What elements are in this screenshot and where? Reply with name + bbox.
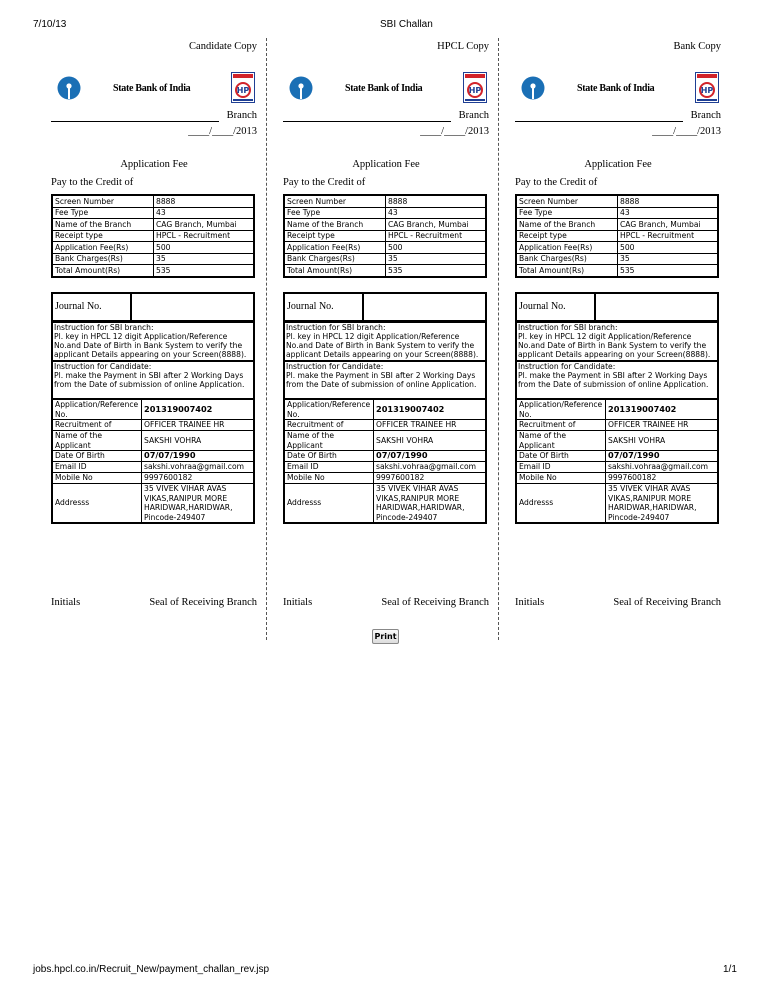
applicant-row [52, 399, 254, 420]
fee-row [516, 195, 718, 207]
challan-copy [515, 38, 721, 618]
applicant-row [516, 431, 718, 451]
fee-row [52, 265, 254, 277]
sbi-instr-text: Pl. key in HPCL 12 digit Application/Reference No.and Date of Birth in Bank System to verify the applicant Details appearing on your Screen(8888). [54, 332, 247, 359]
fee-row [516, 242, 718, 254]
fee-value: 535 [386, 265, 487, 277]
applicant-row [284, 431, 486, 451]
sbi-instr-text: Pl. key in HPCL 12 digit Application/Reference No.and Date of Birth in Bank System to verify the applicant Details appearing on your Screen(8888). [518, 332, 711, 359]
fee-table [51, 194, 255, 278]
sbi-instructions [51, 321, 255, 362]
applicant-table [283, 398, 487, 524]
candidate-instructions [283, 360, 487, 400]
fee-value: 8888 [618, 195, 719, 207]
applicant-row [52, 484, 254, 524]
date-line: ____/____/2013 [188, 126, 257, 137]
fee-value: 500 [618, 242, 719, 254]
applicant-row [516, 451, 718, 462]
initials-label: Initials [283, 597, 313, 608]
fee-label: Bank Charges(Rs) [52, 253, 154, 265]
fee-row [516, 207, 718, 219]
fee-value: HPCL - Recruitment [386, 230, 487, 242]
applicant-label: Recruitment of [516, 420, 606, 431]
svg-text:HP: HP [236, 86, 250, 95]
fee-value: 500 [386, 242, 487, 254]
applicant-value: 201319007402 [142, 399, 255, 420]
hp-logo-icon [695, 72, 719, 103]
fee-value: 43 [386, 207, 487, 219]
sbi-instr-title: Instruction for SBI branch: [286, 323, 386, 332]
fee-row [516, 253, 718, 265]
fee-table [283, 194, 487, 278]
fee-row [516, 230, 718, 242]
seal-label: Seal of Receiving Branch [613, 597, 721, 608]
applicant-label: Email ID [516, 462, 606, 473]
fee-table [515, 194, 719, 278]
journal-label: Journal No. [285, 294, 364, 320]
applicant-row [284, 420, 486, 431]
candidate-instr-title: Instruction for Candidate: [54, 362, 152, 371]
fee-row [284, 265, 486, 277]
applicant-value: sakshi.vohraa@gmail.com [606, 462, 719, 473]
fee-value: 35 [386, 253, 487, 265]
fee-value: HPCL - Recruitment [154, 230, 255, 242]
fee-label: Fee Type [52, 207, 154, 219]
hp-logo-icon [231, 72, 255, 103]
applicant-label: Recruitment of [52, 420, 142, 431]
candidate-instr-text: Pl. make the Payment in SBI after 2 Working Days from the Date of submission of online Application. [286, 371, 477, 389]
applicant-value: 9997600182 [606, 473, 719, 484]
branch-line [283, 121, 451, 122]
applicant-label: Application/Reference No. [52, 399, 142, 420]
pay-to-credit: Pay to the Credit of [51, 177, 134, 188]
applicant-value: SAKSHI VOHRA [142, 431, 255, 451]
branch-label: Branch [690, 110, 721, 121]
applicant-value: OFFICER TRAINEE HR [374, 420, 487, 431]
fee-label: Name of the Branch [284, 219, 386, 231]
sbi-logo-icon [289, 76, 313, 100]
journal-box [515, 292, 719, 322]
applicant-value: 07/07/1990 [142, 451, 255, 462]
applicant-value: 201319007402 [606, 399, 719, 420]
fee-label: Total Amount(Rs) [284, 265, 386, 277]
applicant-label: Email ID [52, 462, 142, 473]
seal-label: Seal of Receiving Branch [381, 597, 489, 608]
fee-row [52, 253, 254, 265]
applicant-row [52, 431, 254, 451]
fee-label: Receipt type [52, 230, 154, 242]
fee-value: 500 [154, 242, 255, 254]
application-fee-title: Application Fee [584, 159, 652, 170]
applicant-row [516, 420, 718, 431]
applicant-row [516, 473, 718, 484]
copy-title: HPCL Copy [437, 41, 489, 52]
applicant-label: Email ID [284, 462, 374, 473]
applicant-row [284, 484, 486, 524]
fee-value: 535 [154, 265, 255, 277]
applicant-value: 07/07/1990 [374, 451, 487, 462]
candidate-instr-title: Instruction for Candidate: [286, 362, 384, 371]
fee-label: Name of the Branch [52, 219, 154, 231]
applicant-value: SAKSHI VOHRA [606, 431, 719, 451]
applicant-label: Recruitment of [284, 420, 374, 431]
applicant-row [516, 462, 718, 473]
print-button[interactable]: Print [372, 629, 399, 644]
applicant-row [52, 451, 254, 462]
page-title: SBI Challan [380, 19, 433, 30]
fee-label: Total Amount(Rs) [52, 265, 154, 277]
application-fee-title: Application Fee [120, 159, 188, 170]
fee-row [516, 219, 718, 231]
applicant-label: Addresss [52, 484, 142, 524]
sbi-instr-title: Instruction for SBI branch: [518, 323, 618, 332]
fee-value: 8888 [154, 195, 255, 207]
applicant-row [52, 420, 254, 431]
fee-value: HPCL - Recruitment [618, 230, 719, 242]
copy-title: Candidate Copy [189, 41, 257, 52]
fee-value: 35 [618, 253, 719, 265]
fee-row [284, 195, 486, 207]
journal-box [51, 292, 255, 322]
fee-row [284, 253, 486, 265]
page-number: 1/1 [723, 964, 737, 975]
applicant-table [515, 398, 719, 524]
pay-to-credit: Pay to the Credit of [283, 177, 366, 188]
fee-row [52, 242, 254, 254]
column-divider [266, 38, 267, 640]
fee-label: Application Fee(Rs) [516, 242, 618, 254]
applicant-value: 35 VIVEK VIHAR AVAS VIKAS,RANIPUR MORE HARIDWAR,HARIDWAR, Pincode-249407 [142, 484, 255, 524]
challan-copy [51, 38, 257, 618]
fee-label: Receipt type [516, 230, 618, 242]
fee-row [284, 207, 486, 219]
applicant-label: Application/Reference No. [284, 399, 374, 420]
applicant-row [52, 462, 254, 473]
date-line: ____/____/2013 [652, 126, 721, 137]
fee-label: Screen Number [284, 195, 386, 207]
fee-value: CAG Branch, Mumbai [154, 219, 255, 231]
applicant-row [284, 462, 486, 473]
print-date: 7/10/13 [33, 19, 67, 30]
sbi-instructions [515, 321, 719, 362]
candidate-instructions [515, 360, 719, 400]
fee-value: CAG Branch, Mumbai [618, 219, 719, 231]
branch-line [515, 121, 683, 122]
bank-name: State Bank of India [345, 83, 423, 94]
fee-row [284, 242, 486, 254]
fee-row [516, 265, 718, 277]
bank-name: State Bank of India [577, 83, 655, 94]
applicant-value: OFFICER TRAINEE HR [606, 420, 719, 431]
date-line: ____/____/2013 [420, 126, 489, 137]
sbi-instr-text: Pl. key in HPCL 12 digit Application/Reference No.and Date of Birth in Bank System to verify the applicant Details appearing on your Screen(8888). [286, 332, 479, 359]
applicant-value: 201319007402 [374, 399, 487, 420]
column-divider [498, 38, 499, 640]
svg-text:HP: HP [700, 86, 714, 95]
applicant-label: Date Of Birth [284, 451, 374, 462]
branch-label: Branch [226, 110, 257, 121]
applicant-value: SAKSHI VOHRA [374, 431, 487, 451]
applicant-value: OFFICER TRAINEE HR [142, 420, 255, 431]
copy-title: Bank Copy [673, 41, 721, 52]
candidate-instr-text: Pl. make the Payment in SBI after 2 Working Days from the Date of submission of online Application. [518, 371, 709, 389]
fee-label: Screen Number [516, 195, 618, 207]
seal-label: Seal of Receiving Branch [149, 597, 257, 608]
applicant-value: sakshi.vohraa@gmail.com [142, 462, 255, 473]
fee-label: Name of the Branch [516, 219, 618, 231]
fee-value: 535 [618, 265, 719, 277]
fee-label: Fee Type [516, 207, 618, 219]
fee-label: Fee Type [284, 207, 386, 219]
fee-label: Application Fee(Rs) [284, 242, 386, 254]
fee-label: Bank Charges(Rs) [284, 253, 386, 265]
applicant-value: 35 VIVEK VIHAR AVAS VIKAS,RANIPUR MORE HARIDWAR,HARIDWAR, Pincode-249407 [374, 484, 487, 524]
sbi-logo-icon [57, 76, 81, 100]
sbi-instructions [283, 321, 487, 362]
fee-value: 35 [154, 253, 255, 265]
applicant-label: Mobile No [284, 473, 374, 484]
journal-label: Journal No. [517, 294, 596, 320]
application-fee-title: Application Fee [352, 159, 420, 170]
branch-label: Branch [458, 110, 489, 121]
candidate-instr-text: Pl. make the Payment in SBI after 2 Working Days from the Date of submission of online Application. [54, 371, 245, 389]
branch-line [51, 121, 219, 122]
applicant-label: Date Of Birth [52, 451, 142, 462]
initials-label: Initials [51, 597, 81, 608]
initials-label: Initials [515, 597, 545, 608]
applicant-value: 07/07/1990 [606, 451, 719, 462]
applicant-table [51, 398, 255, 524]
fee-row [52, 207, 254, 219]
journal-label: Journal No. [53, 294, 132, 320]
candidate-instructions [51, 360, 255, 400]
applicant-row [284, 451, 486, 462]
applicant-value: 35 VIVEK VIHAR AVAS VIKAS,RANIPUR MORE HARIDWAR,HARIDWAR, Pincode-249407 [606, 484, 719, 524]
applicant-label: Addresss [284, 484, 374, 524]
applicant-label: Date Of Birth [516, 451, 606, 462]
applicant-row [52, 473, 254, 484]
fee-value: 43 [618, 207, 719, 219]
applicant-value: sakshi.vohraa@gmail.com [374, 462, 487, 473]
fee-label: Bank Charges(Rs) [516, 253, 618, 265]
candidate-instr-title: Instruction for Candidate: [518, 362, 616, 371]
applicant-row [284, 399, 486, 420]
fee-row [284, 219, 486, 231]
applicant-label: Name of the Applicant [516, 431, 606, 451]
svg-text:HP: HP [468, 86, 482, 95]
fee-row [52, 219, 254, 231]
fee-label: Screen Number [52, 195, 154, 207]
fee-label: Receipt type [284, 230, 386, 242]
applicant-label: Mobile No [516, 473, 606, 484]
fee-row [52, 230, 254, 242]
fee-label: Total Amount(Rs) [516, 265, 618, 277]
applicant-label: Name of the Applicant [284, 431, 374, 451]
pay-to-credit: Pay to the Credit of [515, 177, 598, 188]
fee-row [52, 195, 254, 207]
fee-value: 43 [154, 207, 255, 219]
applicant-row [516, 484, 718, 524]
sbi-logo-icon [521, 76, 545, 100]
applicant-label: Mobile No [52, 473, 142, 484]
applicant-row [284, 473, 486, 484]
journal-box [283, 292, 487, 322]
hp-logo-icon [463, 72, 487, 103]
challan-copy [283, 38, 489, 618]
applicant-label: Name of the Applicant [52, 431, 142, 451]
fee-label: Application Fee(Rs) [52, 242, 154, 254]
applicant-value: 9997600182 [142, 473, 255, 484]
applicant-row [516, 399, 718, 420]
sbi-instr-title: Instruction for SBI branch: [54, 323, 154, 332]
fee-value: 8888 [386, 195, 487, 207]
applicant-label: Application/Reference No. [516, 399, 606, 420]
page-url: jobs.hpcl.co.in/Recruit_New/payment_challan_rev.jsp [33, 964, 270, 975]
fee-value: CAG Branch, Mumbai [386, 219, 487, 231]
applicant-label: Addresss [516, 484, 606, 524]
bank-name: State Bank of India [113, 83, 191, 94]
fee-row [284, 230, 486, 242]
applicant-value: 9997600182 [374, 473, 487, 484]
